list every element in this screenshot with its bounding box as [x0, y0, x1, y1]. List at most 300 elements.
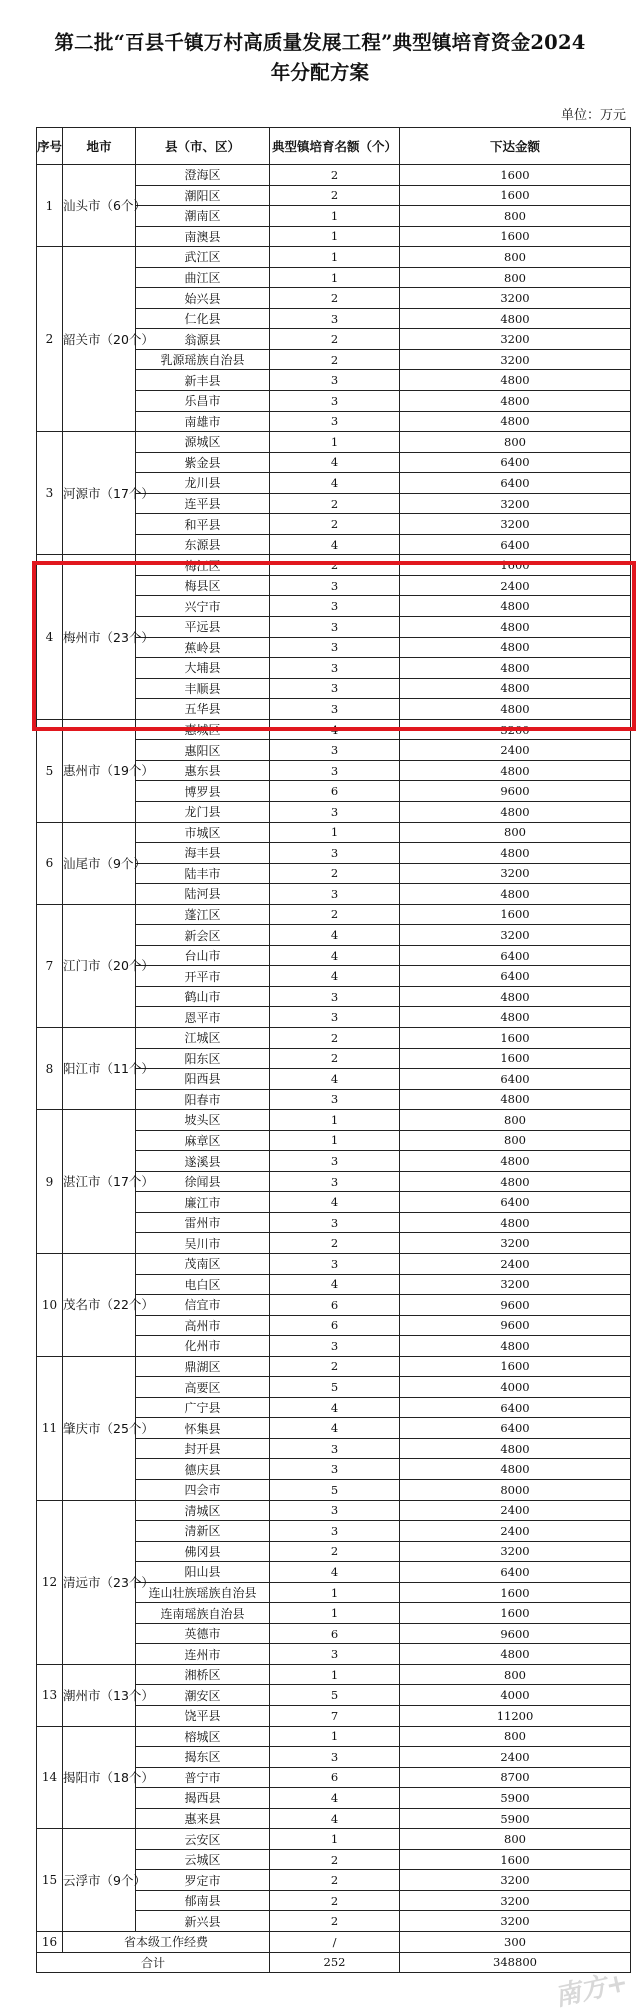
table-row: [37, 432, 631, 453]
towns-cell: 1: [270, 206, 400, 227]
county-cell: 连山壮族瑶族自治县: [136, 1582, 270, 1603]
county-cell: 惠东县: [136, 760, 270, 781]
county-cell: 蕉岭县: [136, 637, 270, 658]
amount-cell: 9600: [400, 1623, 631, 1644]
amount-cell: 5900: [400, 1808, 631, 1829]
county-cell: 清城区: [136, 1500, 270, 1521]
towns-cell: 2: [270, 1541, 400, 1562]
amount-cell: 1600: [400, 1356, 631, 1377]
towns-cell: 4: [270, 1397, 400, 1418]
towns-cell: 1: [270, 267, 400, 288]
row-index: 3: [37, 432, 63, 555]
amount-cell: 3200: [400, 1541, 631, 1562]
towns-cell: 3: [270, 1438, 400, 1459]
towns-cell: 4: [270, 719, 400, 740]
amount-cell: 2400: [400, 1253, 631, 1274]
county-cell: 乳源瑶族自治县: [136, 349, 270, 370]
amount-cell: 6400: [400, 452, 631, 473]
table-row: [37, 1356, 631, 1377]
amount-cell: 4800: [400, 843, 631, 864]
towns-cell: 3: [270, 801, 400, 822]
amount-cell: 2400: [400, 575, 631, 596]
towns-cell: 1: [270, 822, 400, 843]
amount-cell: 8000: [400, 1480, 631, 1501]
towns-cell: 2: [270, 1890, 400, 1911]
amount-cell: 800: [400, 267, 631, 288]
towns-cell: 3: [270, 740, 400, 761]
amount-cell: 1600: [400, 555, 631, 576]
amount-cell: 3200: [400, 925, 631, 946]
towns-cell: 2: [270, 1356, 400, 1377]
county-cell: 源城区: [136, 432, 270, 453]
total-label: 合计: [37, 1952, 270, 1973]
county-cell: 信宜市: [136, 1295, 270, 1316]
document-title: [0, 28, 640, 88]
amount-cell: 3200: [400, 1911, 631, 1932]
amount-cell: 3200: [400, 1233, 631, 1254]
row-index: 10: [37, 1253, 63, 1356]
amount-cell: 4800: [400, 411, 631, 432]
towns-cell: 3: [270, 1007, 400, 1028]
towns-cell: 3: [270, 411, 400, 432]
towns-cell: 4: [270, 452, 400, 473]
towns-cell: 2: [270, 1048, 400, 1069]
amount-cell: 4800: [400, 391, 631, 412]
amount-cell: 2400: [400, 1500, 631, 1521]
table-row: [37, 1664, 631, 1685]
county-cell: 榕城区: [136, 1726, 270, 1747]
towns-cell: 6: [270, 1315, 400, 1336]
table-row: [37, 822, 631, 843]
towns-cell: 1: [270, 1110, 400, 1131]
county-cell: 四会市: [136, 1480, 270, 1501]
table-row: [37, 1829, 631, 1850]
amount-cell: 6400: [400, 966, 631, 987]
county-cell: 博罗县: [136, 781, 270, 802]
amount-cell: 3200: [400, 329, 631, 350]
amount-cell: 1600: [400, 1603, 631, 1624]
header-index: 序号: [37, 128, 63, 165]
amount-cell: 4800: [400, 801, 631, 822]
towns-cell: 2: [270, 555, 400, 576]
county-cell: 坡头区: [136, 1110, 270, 1131]
county-cell: 南雄市: [136, 411, 270, 432]
county-cell: 南澳县: [136, 226, 270, 247]
amount-cell: 1600: [400, 185, 631, 206]
amount-cell: 1600: [400, 165, 631, 186]
towns-cell: 3: [270, 678, 400, 699]
table-row: [37, 165, 631, 186]
county-cell: 武江区: [136, 247, 270, 268]
towns-cell: 4: [270, 925, 400, 946]
county-cell: 丰顺县: [136, 678, 270, 699]
header-amount: 下达金额: [400, 128, 631, 165]
amount-cell: 3200: [400, 1870, 631, 1891]
county-cell: 龙川县: [136, 473, 270, 494]
towns-cell: 4: [270, 473, 400, 494]
towns-cell: 3: [270, 370, 400, 391]
towns-cell: 4: [270, 966, 400, 987]
unit-label: 单位：万元: [560, 108, 626, 123]
table-body: [37, 165, 631, 1973]
amount-cell: 2400: [400, 1521, 631, 1542]
amount-cell: 6400: [400, 1192, 631, 1213]
county-cell: 阳春市: [136, 1089, 270, 1110]
amount-cell: 4800: [400, 370, 631, 391]
row-index: 15: [37, 1829, 63, 1932]
county-cell: 连平县: [136, 493, 270, 514]
amount-cell: 4800: [400, 308, 631, 329]
towns-cell: 2: [270, 493, 400, 514]
table-row: [37, 1726, 631, 1747]
amount-cell: 2400: [400, 740, 631, 761]
city-cell: 茂名市（22个）: [63, 1253, 136, 1356]
towns-cell: 2: [270, 1233, 400, 1254]
towns-cell: 2: [270, 904, 400, 925]
towns-cell: 3: [270, 843, 400, 864]
amount-cell: 4000: [400, 1377, 631, 1398]
total-towns: 252: [270, 1952, 400, 1973]
amount-cell: 800: [400, 1130, 631, 1151]
county-cell: 英德市: [136, 1623, 270, 1644]
county-cell: 揭西县: [136, 1788, 270, 1809]
row-index: 11: [37, 1356, 63, 1500]
amount-cell: 3200: [400, 493, 631, 514]
amount-cell: 800: [400, 247, 631, 268]
amount-cell: 6400: [400, 534, 631, 555]
towns-cell: 5: [270, 1377, 400, 1398]
special-index: 16: [37, 1932, 63, 1953]
amount-cell: 4800: [400, 1459, 631, 1480]
towns-cell: 4: [270, 1069, 400, 1090]
towns-cell: 2: [270, 288, 400, 309]
county-cell: 开平市: [136, 966, 270, 987]
amount-cell: 6400: [400, 1069, 631, 1090]
county-cell: 广宁县: [136, 1397, 270, 1418]
towns-cell: 4: [270, 1562, 400, 1583]
county-cell: 江城区: [136, 1027, 270, 1048]
city-cell: 清远市（23个）: [63, 1500, 136, 1664]
towns-cell: 2: [270, 1870, 400, 1891]
amount-cell: 1600: [400, 1582, 631, 1603]
amount-cell: 4800: [400, 1089, 631, 1110]
amount-cell: 3200: [400, 349, 631, 370]
county-cell: 德庆县: [136, 1459, 270, 1480]
amount-cell: 800: [400, 206, 631, 227]
amount-cell: 4800: [400, 596, 631, 617]
towns-cell: 3: [270, 1644, 400, 1665]
towns-cell: 3: [270, 658, 400, 679]
towns-cell: 3: [270, 391, 400, 412]
county-cell: 蓬江区: [136, 904, 270, 925]
amount-cell: 800: [400, 1110, 631, 1131]
amount-cell: 4800: [400, 699, 631, 720]
towns-cell: 3: [270, 986, 400, 1007]
amount-cell: 3200: [400, 719, 631, 740]
towns-cell: 3: [270, 575, 400, 596]
county-cell: 茂南区: [136, 1253, 270, 1274]
county-cell: 电白区: [136, 1274, 270, 1295]
amount-cell: 4800: [400, 1212, 631, 1233]
county-cell: 饶平县: [136, 1706, 270, 1727]
county-cell: 潮阳区: [136, 185, 270, 206]
county-cell: 化州市: [136, 1336, 270, 1357]
county-cell: 平远县: [136, 617, 270, 638]
row-index: 1: [37, 165, 63, 247]
amount-cell: 4800: [400, 986, 631, 1007]
city-cell: 汕头市（6个）: [63, 165, 136, 247]
towns-cell: 1: [270, 226, 400, 247]
county-cell: 吴川市: [136, 1233, 270, 1254]
county-cell: 鼎湖区: [136, 1356, 270, 1377]
table-row: [37, 247, 631, 268]
towns-cell: 4: [270, 945, 400, 966]
county-cell: 郁南县: [136, 1890, 270, 1911]
towns-cell: 2: [270, 349, 400, 370]
towns-cell: 3: [270, 760, 400, 781]
towns-cell: 4: [270, 534, 400, 555]
city-cell: 汕尾市（9个）: [63, 822, 136, 904]
towns-cell: 7: [270, 1706, 400, 1727]
county-cell: 云安区: [136, 1829, 270, 1850]
towns-cell: 4: [270, 1808, 400, 1829]
row-index: 5: [37, 719, 63, 822]
towns-cell: 5: [270, 1685, 400, 1706]
towns-cell: 4: [270, 1274, 400, 1295]
row-index: 2: [37, 247, 63, 432]
amount-cell: 9600: [400, 1315, 631, 1336]
county-cell: 阳山县: [136, 1562, 270, 1583]
amount-cell: 800: [400, 822, 631, 843]
county-cell: 鹤山市: [136, 986, 270, 1007]
county-cell: 连南瑶族自治县: [136, 1603, 270, 1624]
towns-cell: 1: [270, 1726, 400, 1747]
towns-cell: 3: [270, 1212, 400, 1233]
towns-cell: 2: [270, 165, 400, 186]
towns-cell: 2: [270, 185, 400, 206]
towns-cell: 3: [270, 1747, 400, 1768]
towns-cell: 2: [270, 1911, 400, 1932]
city-cell: 惠州市（19个）: [63, 719, 136, 822]
amount-cell: 3200: [400, 1274, 631, 1295]
city-cell: 梅州市（23个）: [63, 555, 136, 719]
city-cell: 河源市（17个）: [63, 432, 136, 555]
header-towns: 典型镇培育名额（个）: [270, 128, 400, 165]
amount-cell: 3200: [400, 863, 631, 884]
row-index: 8: [37, 1027, 63, 1109]
amount-cell: 4800: [400, 617, 631, 638]
row-index: 13: [37, 1664, 63, 1726]
amount-cell: 6400: [400, 945, 631, 966]
city-cell: 韶关市（20个）: [63, 247, 136, 432]
county-cell: 翁源县: [136, 329, 270, 350]
city-cell: 揭阳市（18个）: [63, 1726, 136, 1829]
amount-cell: 6400: [400, 473, 631, 494]
city-cell: 肇庆市（25个）: [63, 1356, 136, 1500]
watermark-logo: 南方+: [552, 1967, 631, 2013]
county-cell: 恩平市: [136, 1007, 270, 1028]
amount-cell: 1600: [400, 1027, 631, 1048]
county-cell: 新会区: [136, 925, 270, 946]
row-index: 14: [37, 1726, 63, 1829]
towns-cell: 3: [270, 1253, 400, 1274]
amount-cell: 800: [400, 1664, 631, 1685]
table-row: [37, 1500, 631, 1521]
towns-cell: 4: [270, 1788, 400, 1809]
county-cell: 阳西县: [136, 1069, 270, 1090]
county-cell: 潮南区: [136, 206, 270, 227]
county-cell: 五华县: [136, 699, 270, 720]
county-cell: 澄海区: [136, 165, 270, 186]
amount-cell: 800: [400, 1726, 631, 1747]
towns-cell: 1: [270, 247, 400, 268]
towns-cell: 3: [270, 596, 400, 617]
county-cell: 高要区: [136, 1377, 270, 1398]
towns-cell: 3: [270, 1500, 400, 1521]
towns-cell: 5: [270, 1480, 400, 1501]
towns-cell: 6: [270, 1767, 400, 1788]
county-cell: 怀集县: [136, 1418, 270, 1439]
amount-cell: 3200: [400, 1890, 631, 1911]
towns-cell: 2: [270, 329, 400, 350]
amount-cell: 4800: [400, 678, 631, 699]
towns-cell: 1: [270, 1664, 400, 1685]
amount-cell: 1600: [400, 226, 631, 247]
row-index: 6: [37, 822, 63, 904]
towns-cell: 2: [270, 1027, 400, 1048]
towns-cell: 3: [270, 1521, 400, 1542]
county-cell: 惠城区: [136, 719, 270, 740]
towns-cell: 6: [270, 1623, 400, 1644]
city-cell: 云浮市（9个）: [63, 1829, 136, 1932]
amount-cell: 6400: [400, 1562, 631, 1583]
towns-cell: 4: [270, 1418, 400, 1439]
amount-cell: 4800: [400, 1438, 631, 1459]
county-cell: 陆丰市: [136, 863, 270, 884]
amount-cell: 4800: [400, 658, 631, 679]
county-cell: 惠来县: [136, 1808, 270, 1829]
table-row: [37, 719, 631, 740]
amount-cell: 6400: [400, 1418, 631, 1439]
amount-cell: 2400: [400, 1747, 631, 1768]
county-cell: 和平县: [136, 514, 270, 535]
county-cell: 梅江区: [136, 555, 270, 576]
towns-cell: 1: [270, 1582, 400, 1603]
amount-cell: 9600: [400, 781, 631, 802]
amount-cell: 800: [400, 432, 631, 453]
towns-cell: 1: [270, 432, 400, 453]
county-cell: 封开县: [136, 1438, 270, 1459]
amount-cell: 9600: [400, 1295, 631, 1316]
city-cell: 江门市（20个）: [63, 904, 136, 1027]
special-row: [37, 1932, 631, 1953]
towns-cell: 1: [270, 1130, 400, 1151]
county-cell: 潮安区: [136, 1685, 270, 1706]
amount-cell: 6400: [400, 1397, 631, 1418]
county-cell: 新兴县: [136, 1911, 270, 1932]
towns-cell: 3: [270, 884, 400, 905]
towns-cell: 3: [270, 1336, 400, 1357]
towns-cell: 1: [270, 1829, 400, 1850]
county-cell: 曲江区: [136, 267, 270, 288]
header-city: 地市: [63, 128, 136, 165]
table-row: [37, 555, 631, 576]
city-cell: 潮州市（13个）: [63, 1664, 136, 1726]
towns-cell: 6: [270, 781, 400, 802]
towns-cell: 2: [270, 1849, 400, 1870]
amount-cell: 4800: [400, 1336, 631, 1357]
county-cell: 龙门县: [136, 801, 270, 822]
amount-cell: 4800: [400, 1007, 631, 1028]
towns-cell: 3: [270, 1151, 400, 1172]
county-cell: 雷州市: [136, 1212, 270, 1233]
table-row: [37, 904, 631, 925]
row-index: 4: [37, 555, 63, 719]
towns-cell: 3: [270, 308, 400, 329]
amount-cell: 4800: [400, 1644, 631, 1665]
towns-cell: 3: [270, 637, 400, 658]
total-amount: 348800: [400, 1952, 631, 1973]
county-cell: 佛冈县: [136, 1541, 270, 1562]
towns-cell: 3: [270, 617, 400, 638]
amount-cell: 1600: [400, 1048, 631, 1069]
county-cell: 普宁市: [136, 1767, 270, 1788]
amount-cell: 4800: [400, 1171, 631, 1192]
county-cell: 罗定市: [136, 1870, 270, 1891]
towns-cell: 6: [270, 1295, 400, 1316]
county-cell: 陆河县: [136, 884, 270, 905]
amount-cell: 800: [400, 1829, 631, 1850]
city-cell: 湛江市（17个）: [63, 1110, 136, 1254]
title-line-2: 年分配方案: [270, 61, 370, 84]
county-cell: 廉江市: [136, 1192, 270, 1213]
amount-cell: 4000: [400, 1685, 631, 1706]
amount-cell: 1600: [400, 904, 631, 925]
towns-cell: 2: [270, 863, 400, 884]
county-cell: 海丰县: [136, 843, 270, 864]
county-cell: 新丰县: [136, 370, 270, 391]
amount-cell: 4800: [400, 884, 631, 905]
county-cell: 台山市: [136, 945, 270, 966]
towns-cell: 2: [270, 514, 400, 535]
row-index: 9: [37, 1110, 63, 1254]
table-header-row: [37, 128, 631, 165]
county-cell: 湘桥区: [136, 1664, 270, 1685]
amount-cell: 3200: [400, 514, 631, 535]
county-cell: 遂溪县: [136, 1151, 270, 1172]
county-cell: 梅县区: [136, 575, 270, 596]
amount-cell: 1600: [400, 1849, 631, 1870]
county-cell: 东源县: [136, 534, 270, 555]
header-county: 县（市、区）: [136, 128, 270, 165]
allocation-table: [36, 127, 631, 1973]
county-cell: 连州市: [136, 1644, 270, 1665]
amount-cell: 5900: [400, 1788, 631, 1809]
towns-cell: 3: [270, 699, 400, 720]
towns-cell: 3: [270, 1089, 400, 1110]
county-cell: 紫金县: [136, 452, 270, 473]
county-cell: 仁化县: [136, 308, 270, 329]
towns-cell: 3: [270, 1171, 400, 1192]
title-line-1: 第二批“百县千镇万村高质量发展工程”典型镇培育资金2024: [54, 31, 586, 54]
county-cell: 徐闻县: [136, 1171, 270, 1192]
county-cell: 揭东区: [136, 1747, 270, 1768]
county-cell: 惠阳区: [136, 740, 270, 761]
special-towns: /: [270, 1932, 400, 1953]
county-cell: 麻章区: [136, 1130, 270, 1151]
table-row: [37, 1253, 631, 1274]
county-cell: 兴宁市: [136, 596, 270, 617]
